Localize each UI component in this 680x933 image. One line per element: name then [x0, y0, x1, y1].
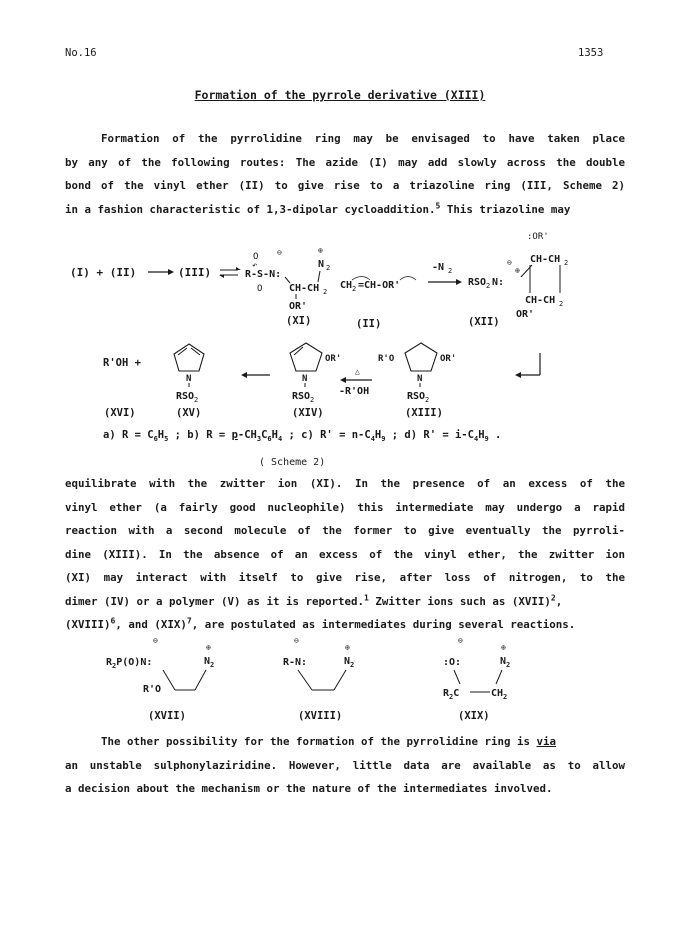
- label-xii: (XII): [468, 316, 500, 328]
- svg-text:RSO: RSO: [407, 391, 426, 402]
- sulfonyl-imine: RSO: [468, 277, 487, 288]
- para3-line-1: The other possibility for the formation of the pyrrolidine ring is via: [101, 735, 557, 748]
- svg-text:2: 2: [323, 288, 328, 296]
- svg-text:OR': OR': [516, 309, 535, 320]
- label-xix: (XIX): [458, 710, 490, 722]
- svg-text::O:: :O:: [443, 657, 462, 668]
- svg-text:⊖: ⊖: [507, 258, 512, 267]
- para1-line-1: Formation of the pyrrolidine ring may be envisaged to have taken place: [101, 132, 625, 145]
- svg-text:O: O: [253, 252, 259, 262]
- svg-text:OR': OR': [325, 354, 342, 364]
- svg-text:⊕: ⊕: [515, 266, 520, 275]
- label-xiii: (XIII): [405, 407, 443, 419]
- svg-text:N:: N:: [492, 277, 505, 288]
- svg-text:⊕: ⊕: [501, 643, 506, 652]
- svg-text:RSO: RSO: [176, 391, 195, 402]
- para3-line-2: an unstable sulphonylaziridine. However, little data are available as to allow: [65, 758, 625, 772]
- svg-text::OR': :OR': [527, 232, 549, 242]
- para3-line-3: a decision about the mechanism or the nature of the intermediates involved.: [65, 782, 553, 795]
- svg-text:=CH-OR': =CH-OR': [358, 280, 401, 291]
- svg-text:⊖: ⊖: [458, 636, 463, 645]
- svg-text:CH2: $CH_2$: [491, 688, 508, 701]
- svg-text:R'O: R'O: [378, 354, 395, 364]
- paragraph-3: [65, 730, 625, 801]
- label-xi: (XI): [286, 315, 312, 327]
- para1-line-4: in a fashion characteristic of 1,3-dipolar cycloaddition.$^5$ This triazoline may: [65, 200, 571, 216]
- svg-text:N2: $N_2$: [344, 656, 355, 669]
- para1-line-2: by any of the following routes: The azide (I) may add slowly across the double: [65, 155, 625, 169]
- svg-text:O: O: [257, 284, 263, 294]
- journal-issue: No.16: [65, 47, 97, 59]
- minus-n2: -N: [432, 262, 445, 273]
- svg-text:RSO: RSO: [292, 391, 311, 402]
- svg-text:2: 2: [310, 396, 315, 404]
- label-ii: (II): [356, 318, 382, 330]
- para2-line-2: vinyl ether (a fairly good nucleophile) this intermediate may undergo a rapid: [65, 500, 625, 514]
- substituent-list: a) $R = C_6H_5$ ; b) $R = p-CH_3C_6H_4$ ; c) $R' = n-C_4H_9$ ; d) $R' = i-C_4H_9$ .: [103, 429, 502, 443]
- scheme-caption: ( Scheme 2): [259, 457, 326, 468]
- ref-5: 5: [435, 200, 441, 210]
- section-title: Formation of the pyrrole derivative (XIII): [194, 88, 486, 102]
- svg-text:2: 2: [559, 300, 564, 308]
- svg-text:R-N:: R-N:: [283, 657, 308, 668]
- zwitterion-structures: [0, 630, 680, 730]
- para1-line-3: bond of the vinyl ether (II) to give rise to a triazoline ring (III, Scheme 2): [65, 179, 625, 192]
- vinyl-ether: CH: [340, 280, 353, 291]
- svg-text:CH-CH: CH-CH: [525, 295, 556, 306]
- para2-line-4: dine (XIII). In the absence of an excess of the vinyl ether, the zwitter ion: [65, 547, 625, 561]
- svg-text:⊖: ⊖: [277, 248, 282, 257]
- svg-text:R2P(O)N:: $R_2P(O)N$:: [106, 657, 153, 670]
- svg-text:2: 2: [352, 285, 357, 293]
- svg-text:⊖: ⊖: [153, 636, 158, 645]
- svg-text:-R'OH: -R'OH: [339, 386, 370, 397]
- svg-text:N2: $N_2$: [500, 656, 511, 669]
- svg-text:2: 2: [564, 259, 569, 267]
- page-number: 1353: [578, 47, 604, 59]
- svg-text:CH-CH: CH-CH: [530, 254, 561, 265]
- reactants: (I) + (II): [70, 266, 137, 279]
- curly-arrow: ↶: [252, 261, 258, 271]
- svg-text:N2: $N_2$: [204, 656, 215, 669]
- label-xviii: (XVIII): [298, 710, 343, 722]
- svg-text:⊕: ⊕: [206, 643, 211, 652]
- paragraph-1: [65, 127, 625, 221]
- svg-text:N: N: [186, 374, 192, 384]
- svg-text:⊕: ⊕: [318, 246, 323, 255]
- reaction-scheme: [0, 225, 680, 470]
- svg-text:CH-CH: CH-CH: [289, 283, 320, 294]
- paragraph-2: [65, 472, 625, 637]
- svg-text:OR': OR': [440, 354, 457, 364]
- para2-line-6: dimer (IV) or a polymer (V) as it is reported.$^1$ Zwitter ions such as (XVII)$^2$,: [65, 592, 563, 608]
- svg-text:2: 2: [486, 282, 491, 290]
- svg-text:R'O: R'O: [143, 684, 162, 695]
- svg-text:2: 2: [194, 396, 199, 404]
- triazoline: (III): [178, 266, 212, 279]
- svg-text:2: 2: [326, 264, 331, 272]
- para2-line-7: (XVIII)$^6$, and (XIX)$^7$, are postulated as intermediates during several reactions.: [65, 616, 576, 631]
- para2-line-1: equilibrate with the zwitter ion (XI). In the presence of an excess of the: [65, 477, 625, 490]
- sulfonyl-nitrogen: R-S-N:: [245, 269, 282, 280]
- svg-text:OR': OR': [289, 301, 308, 312]
- para2-line-3: reaction with a second molecule of the former to give eventually the pyrroli-: [65, 524, 625, 537]
- para2-line-5: (XI) may interact with itself to give rise, after loss of nitrogen, to the: [65, 571, 625, 584]
- svg-text:2: 2: [448, 267, 453, 275]
- svg-text:R'OH +: R'OH +: [103, 357, 141, 369]
- label-xv: (XV): [176, 407, 202, 419]
- label-xvi: (XVI): [104, 407, 136, 419]
- svg-text:N: N: [302, 374, 308, 384]
- svg-text:⊕: ⊕: [345, 643, 350, 652]
- svg-text:N: N: [318, 259, 325, 270]
- svg-text:R2C: $R_2C$: [443, 688, 460, 701]
- svg-text:2: 2: [425, 396, 430, 404]
- label-xvii: (XVII): [148, 710, 186, 722]
- svg-text:⊖: ⊖: [294, 636, 299, 645]
- label-xiv: (XIV): [292, 407, 324, 419]
- svg-text:△: △: [355, 367, 360, 376]
- svg-text:N: N: [417, 374, 423, 384]
